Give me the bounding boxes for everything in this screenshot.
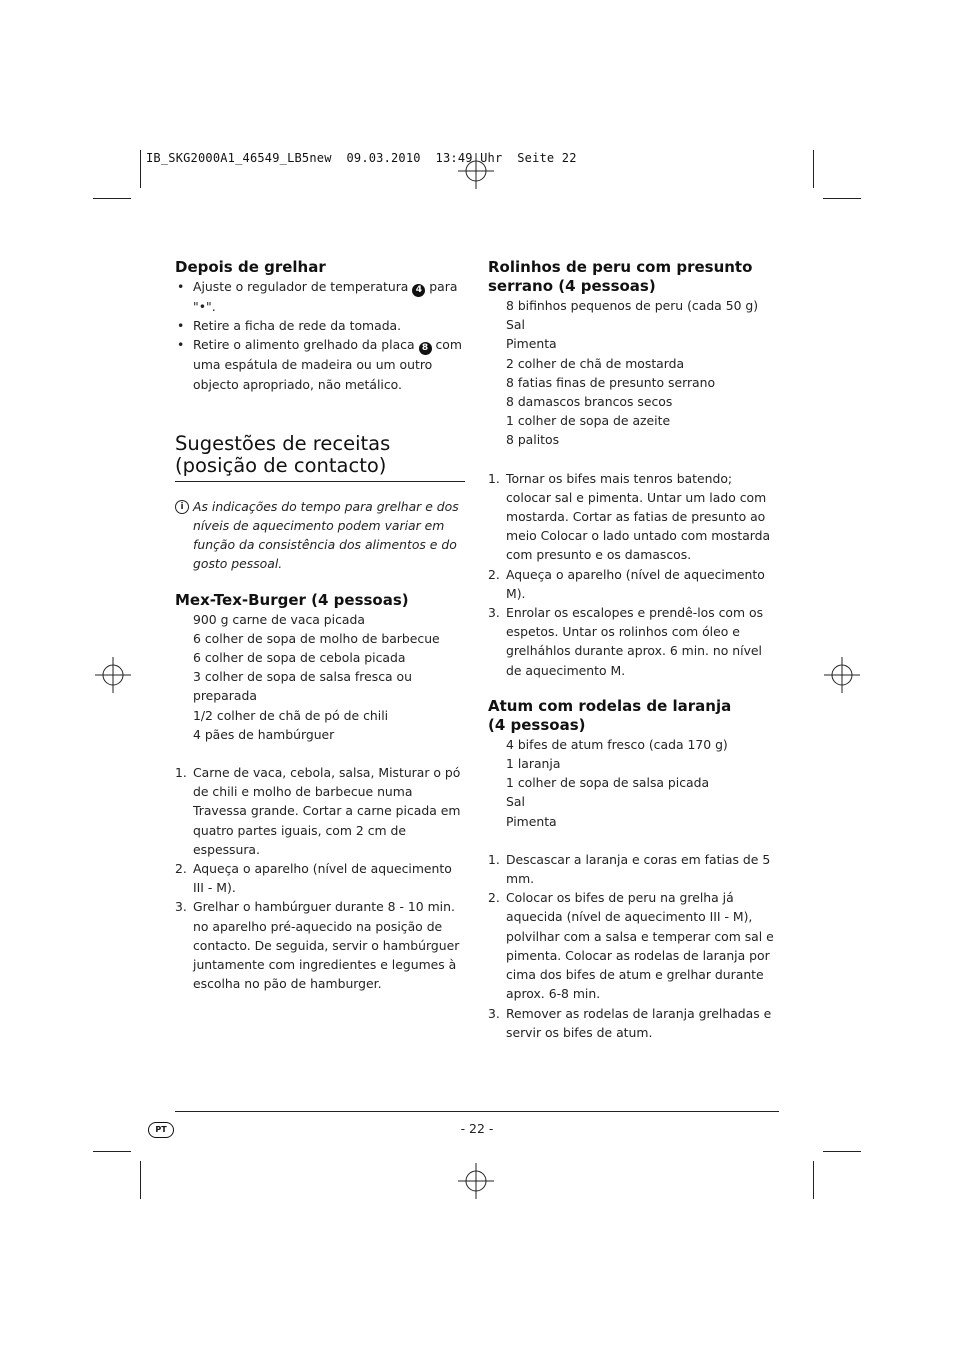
right-column bbox=[488, 258, 780, 1042]
list-item: 4 bifes de atum fresco (cada 170 g) bbox=[506, 736, 728, 752]
registration-mark-left-icon bbox=[95, 657, 131, 693]
list-item: 3. Remover as rodelas de laranja grelhadas e servir os bifes de atum. bbox=[488, 1005, 772, 1040]
suggestions-heading bbox=[175, 433, 465, 482]
language-badge: PT bbox=[148, 1122, 174, 1138]
tuna-ingredients bbox=[488, 735, 780, 831]
list-item: Pimenta bbox=[506, 813, 557, 829]
crop-mark-bl-h bbox=[93, 1151, 131, 1152]
list-item: 1 colher de sopa de azeite bbox=[506, 413, 671, 429]
list-item: 2 colher de chã de mostarda bbox=[506, 355, 685, 371]
list-item: 4 pães de hambúrguer bbox=[193, 726, 335, 742]
tuna-steps bbox=[488, 850, 780, 1042]
recipe-title-rolls-line2: serrano (4 pessoas) bbox=[488, 277, 656, 295]
list-item: • Ajuste o regulador de temperatura 4 para "•". bbox=[175, 277, 465, 316]
rolls-steps bbox=[488, 469, 780, 680]
burger-steps bbox=[175, 763, 465, 993]
left-column bbox=[175, 258, 465, 993]
list-item: 3. Grelhar o hambúrguer durante 8 - 10 min. no aparelho pré-aquecido na posição de contacto. De seguida, servir o hambúrguer juntamente com ingredientes e legumes à escolha no pão de hamburger. bbox=[175, 899, 460, 992]
list-item: 1. Tornar os bifes mais tenros batendo; colocar sal e pimenta. Untar um lado com mostarda. Cortar as fatias de presunto ao meio Colocar o lado untado com mostarda com presunto e os damascos. bbox=[488, 470, 771, 563]
list-item: 8 damascos brancos secos bbox=[506, 394, 673, 410]
list-item: 6 colher de sopa de molho de barbecue bbox=[193, 630, 440, 646]
list-item: 2. Aqueça o aparelho (nível de aquecimento III - M). bbox=[175, 861, 452, 896]
list-item: 3 colher de sopa de salsa fresca ou preparada bbox=[193, 669, 412, 704]
list-item: 1/2 colher de chã de pó de chili bbox=[193, 707, 389, 723]
print-slug: IB_SKG2000A1_46549_LB5new 09.03.2010 13:49 Uhr Seite 22 bbox=[146, 151, 577, 165]
crop-mark-tl-h bbox=[93, 198, 131, 199]
section-title-after-grilling: Depois de grelhar bbox=[175, 258, 326, 276]
list-item: 2. Colocar os bifes de peru na grelha já aquecida (nível de aquecimento III - M), polvilhar com a salsa e temperar com sal e pimenta. Colocar as rodelas de laranja por cima dos bifes de atum e grelhar durante aprox. 6-8 min. bbox=[488, 890, 774, 1002]
info-note: i As indicações do tempo para grelhar e dos níveis de aquecimento podem variar em função da consistência dos alimentos e do gosto pessoal. bbox=[175, 497, 465, 574]
list-item: 8 fatias finas de presunto serrano bbox=[506, 374, 716, 390]
recipe-title-rolls-line1: Rolinhos de peru com presunto bbox=[488, 258, 753, 276]
crop-mark-br-h bbox=[823, 1151, 861, 1152]
list-item: 2. Aqueça o aparelho (nível de aquecimento M). bbox=[488, 566, 765, 601]
list-item: 1 laranja bbox=[506, 756, 561, 772]
crop-mark-tr-v bbox=[813, 150, 814, 188]
list-item: • Retire o alimento grelhado da placa 8 com uma espátula de madeira ou um outro objecto apropriado, não metálico. bbox=[175, 335, 465, 393]
list-item: Sal bbox=[506, 794, 525, 810]
registration-mark-bottom-icon bbox=[458, 1163, 494, 1199]
list-item: 1. Carne de vaca, cebola, salsa, Misturar o pó de chili e molho de barbecue numa Travessa grande. Cortar a carne picada em quatro partes iguais, com 2 cm de espessura. bbox=[175, 765, 461, 857]
crop-mark-tl-v bbox=[140, 150, 141, 188]
rolls-ingredients bbox=[488, 296, 780, 450]
list-item: 1 colher de sopa de salsa picada bbox=[506, 775, 710, 791]
list-item: 6 colher de sopa de cebola picada bbox=[193, 650, 406, 666]
list-item: 1. Descascar a laranja e coras em fatias de 5 mm. bbox=[488, 851, 771, 887]
page-number: - 22 - bbox=[460, 1121, 494, 1136]
after-grilling-list bbox=[175, 277, 465, 394]
list-item: Pimenta bbox=[506, 336, 557, 352]
footer-divider bbox=[175, 1111, 779, 1112]
crop-mark-tr-h bbox=[823, 198, 861, 199]
recipe-title-burger: Mex-Tex-Burger (4 pessoas) bbox=[175, 590, 409, 609]
list-item: 900 g carne de vaca picada bbox=[193, 611, 365, 627]
part-marker-icon: 4 bbox=[412, 284, 425, 297]
recipe-title-tuna-line1: Atum com rodelas de laranja bbox=[488, 696, 732, 715]
page-title-line1: Sugestões de receitas bbox=[175, 431, 391, 455]
list-item: • Retire a ficha de rede da tomada. bbox=[175, 316, 465, 335]
page-title-line2: (posição de contacto) bbox=[175, 453, 387, 477]
list-item: 8 bifinhos pequenos de peru (cada 50 g) bbox=[506, 298, 759, 313]
list-item: 8 palitos bbox=[506, 432, 560, 448]
list-item: 3. Enrolar os escalopes e prendê-los com os espetos. Untar os rolinhos com óleo e grelháhlos durante aprox. 6 min. no nível de aquecimento M. bbox=[488, 605, 764, 678]
info-icon: i bbox=[175, 500, 189, 514]
crop-mark-bl-v bbox=[140, 1161, 141, 1199]
registration-mark-right-icon bbox=[824, 657, 860, 693]
burger-ingredients bbox=[175, 610, 465, 744]
recipe-title-tuna-line2: (4 pessoas) bbox=[488, 715, 586, 734]
part-marker-icon: 8 bbox=[419, 342, 432, 355]
list-item: Sal bbox=[506, 317, 525, 333]
crop-mark-br-v bbox=[813, 1161, 814, 1199]
